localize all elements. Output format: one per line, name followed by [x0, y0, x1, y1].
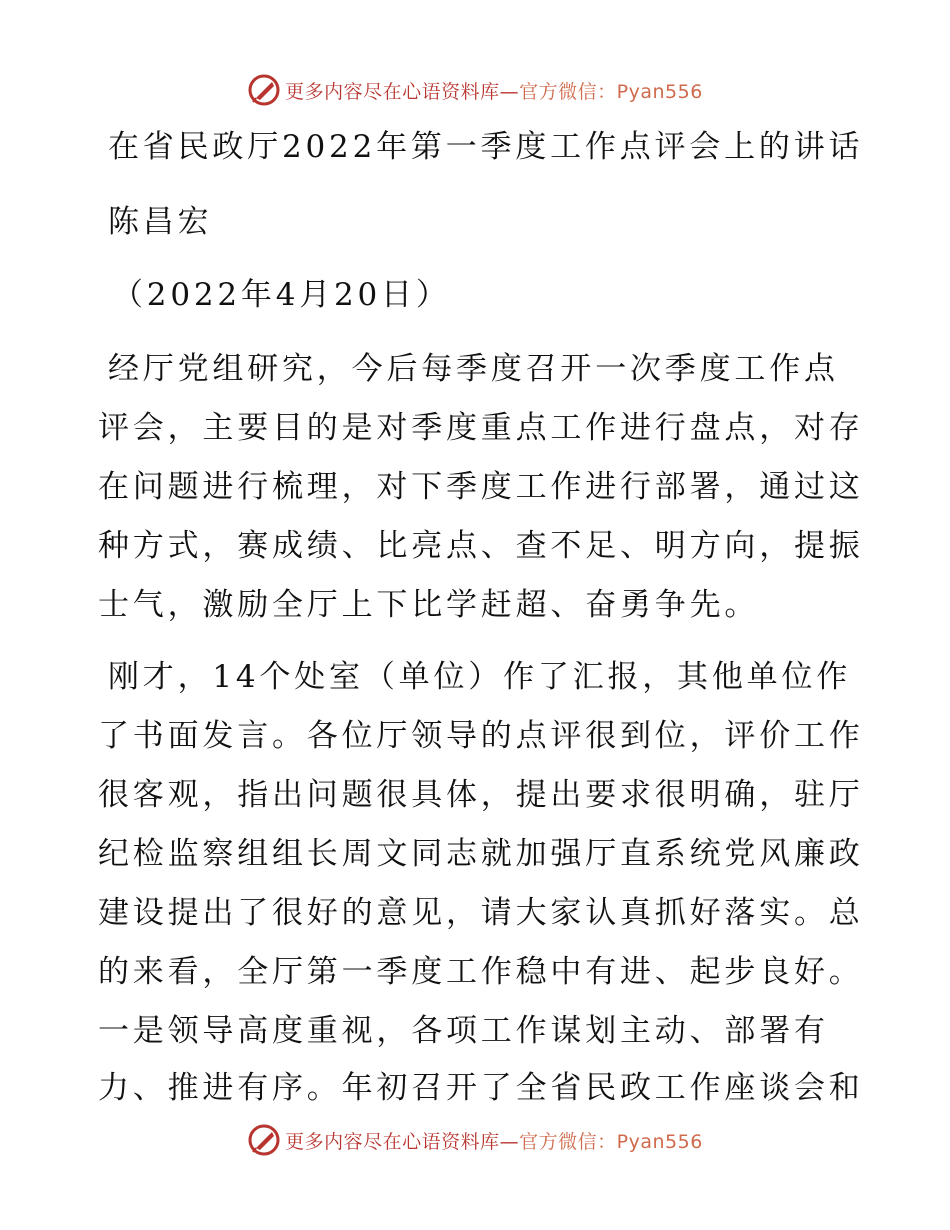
paragraph2-line: 建设提出了很好的意见，请大家认真抓好落实。总	[98, 895, 864, 931]
paragraph1-line: 种方式，赛成绩、比亮点、查不足、明方向，提振	[98, 528, 864, 564]
watermark-text: 更多内容尽在心语资料库—官方微信：Pyan556	[285, 80, 703, 103]
header-watermark-banner	[0, 70, 950, 110]
paragraph2-line: 很客观，指出问题很具体，提出要求很明确，驻厅	[98, 777, 864, 813]
watermark-text: 更多内容尽在心语资料库—官方微信：Pyan556	[285, 1130, 703, 1153]
quill-logo-icon	[247, 1123, 281, 1157]
paragraph2-line: 力、推进有序。年初召开了全省民政工作座谈会和	[98, 1070, 864, 1106]
paragraph2-line: 刚才，14个处室（单位）作了汇报，其他单位作	[108, 659, 852, 695]
paragraph2-line: 的来看，全厅第一季度工作稳中有进、起步良好。	[98, 954, 864, 990]
footer-watermark-banner	[0, 1120, 950, 1160]
paragraph1-line: 在问题进行梳理，对下季度工作进行部署，通过这	[98, 469, 864, 505]
paragraph2-line: 了书面发言。各位厅领导的点评很到位，评价工作	[98, 718, 864, 754]
quill-logo-icon	[247, 73, 281, 107]
paragraph2-line: 一是领导高度重视，各项工作谋划主动、部署有	[98, 1013, 829, 1049]
document-title: 在省民政厅2022年第一季度工作点评会上的讲话	[108, 129, 864, 165]
paragraph1-line: 士气，激励全厅上下比学赶超、奋勇争先。	[98, 587, 760, 623]
document-date: （2022年4月20日）	[112, 277, 451, 313]
paragraph1-line: 评会，主要目的是对季度重点工作进行盘点，对存	[98, 410, 864, 446]
document-author: 陈昌宏	[108, 204, 213, 240]
paragraph1-line: 经厅党组研究，今后每季度召开一次季度工作点	[108, 351, 839, 387]
paragraph2-line: 纪检监察组组长周文同志就加强厅直系统党风廉政	[98, 836, 864, 872]
